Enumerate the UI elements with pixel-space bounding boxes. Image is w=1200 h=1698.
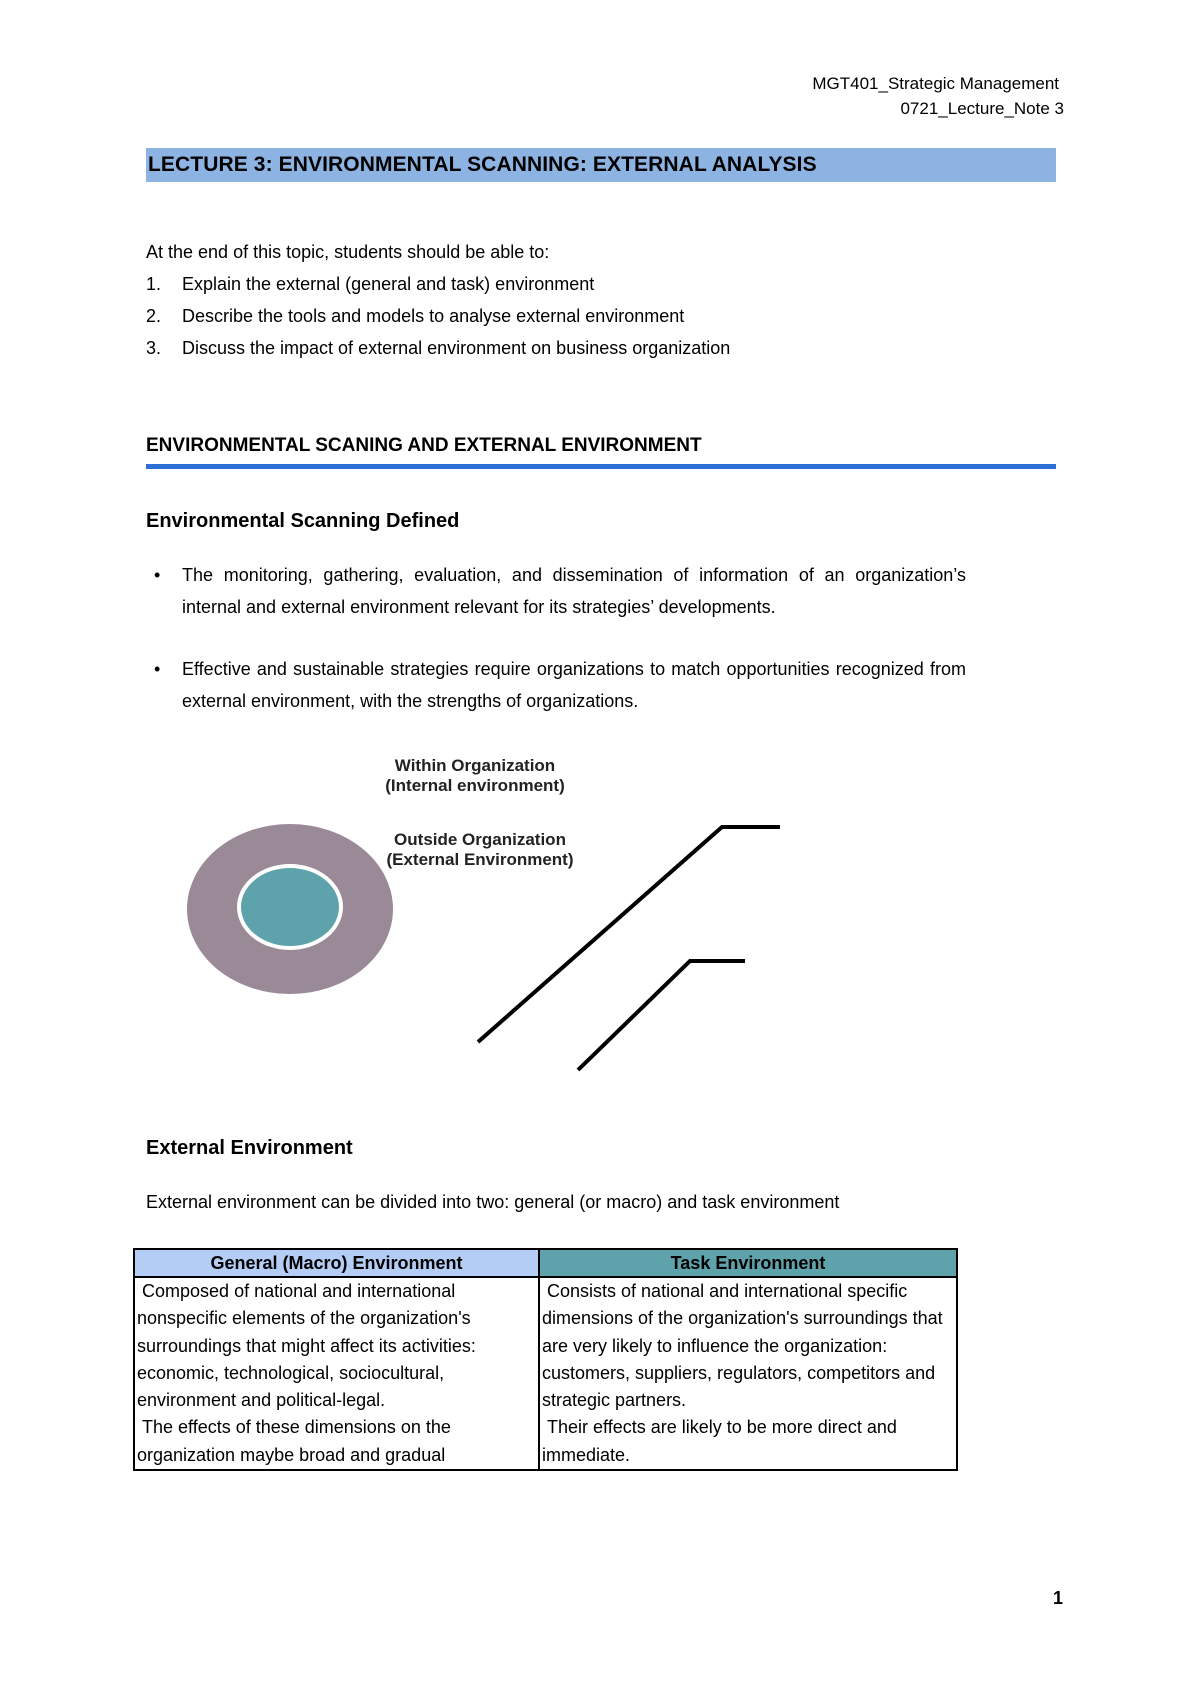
table-header-row (134, 1249, 957, 1277)
external-environment-heading: External Environment (146, 1137, 353, 1159)
task-environment-header: Task Environment (539, 1249, 957, 1277)
internal-environment-circle (239, 866, 341, 948)
general-effects (137, 1414, 536, 1469)
outside-label-line1: Outside Organization (394, 830, 566, 849)
external-environment-paragraph: External environment can be divided into two: general (or macro) and task environment (146, 1192, 840, 1212)
objective-text: Explain the external (general and task) environment (182, 274, 595, 294)
objective-text: Discuss the impact of external environment on business organization (182, 338, 731, 358)
within-organization-label (340, 756, 610, 796)
environment-table (133, 1248, 958, 1471)
scanning-heading: Environmental Scanning Defined (146, 510, 460, 532)
within-label-line2: (Internal environment) (385, 776, 565, 795)
general-environment-cell (134, 1277, 539, 1470)
objective-number: 2. (146, 306, 162, 326)
bullet-text: Effective and sustainable strategies require organizations to match opportunities recognized from external environment, with the strengths of organizations. (182, 659, 966, 711)
section-heading: ENVIRONMENTAL SCANING AND EXTERNAL ENVIRONMENT (146, 434, 1056, 469)
outside-organization-label (345, 830, 615, 870)
objective-number: 1. (146, 274, 162, 294)
bullet-dot-icon: • (154, 565, 161, 585)
bullet-dot-icon: • (154, 659, 161, 679)
header-note: 0721_Lecture_Note 3 (900, 99, 1064, 118)
bullet-text: The monitoring, gathering, evaluation, and dissemination of information of an organization’s internal and external environment relevant for its strategies’ developments. (182, 565, 966, 617)
table-row (134, 1277, 957, 1470)
objective-number: 3. (146, 338, 162, 358)
general-description (137, 1278, 536, 1414)
outside-label-line2: (External Environment) (386, 850, 574, 869)
general-environment-header: General (Macro) Environment (134, 1249, 539, 1277)
task-effects (542, 1414, 954, 1469)
lecture-title: LECTURE 3: ENVIRONMENTAL SCANNING: EXTERNAL ANALYSIS (146, 148, 1056, 182)
task-description-text: Consists of national and international specific dimensions of the organization's surroundings that are very likely to influence the organization: customers, suppliers, regulators, competitors and strategic partners. (542, 1281, 943, 1411)
general-effects-text: The effects of these dimensions on the organization maybe broad and gradual (137, 1417, 451, 1465)
task-environment-cell (539, 1277, 957, 1470)
header-course: MGT401_Strategic Management (812, 74, 1059, 93)
intro-text: At the end of this topic, students should be able to: (146, 242, 550, 262)
task-description (542, 1278, 954, 1414)
within-label-line1: Within Organization (394, 756, 556, 775)
general-description-text: Composed of national and international nonspecific elements of the organization's surroundings that might affect its activities: economic, technological, sociocultural, environment and political-legal. (137, 1281, 476, 1411)
objective-text: Describe the tools and models to analyse external environment (182, 306, 685, 326)
task-effects-text: Their effects are likely to be more direct and immediate. (542, 1417, 897, 1465)
page-number: 1 (1052, 1588, 1063, 1608)
outside-organization-pointer (578, 961, 745, 1070)
